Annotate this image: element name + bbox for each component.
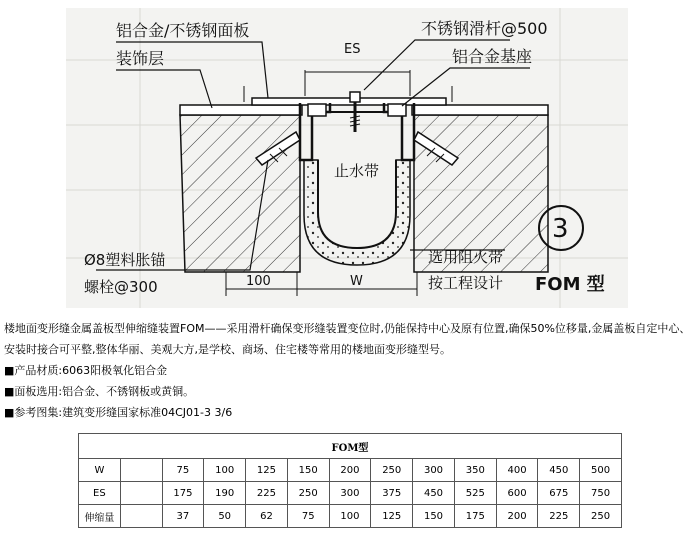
table-title: FOM型: [79, 434, 622, 459]
es-dimension-label: ES: [344, 42, 361, 57]
fire-belt-label: 选用阻火带: [428, 248, 504, 266]
fom-spec-table: [78, 433, 622, 528]
table-row-w: W 75 100 125 150 200 250 300 350 400 450 500: [79, 459, 622, 482]
left-concrete-slab: [180, 115, 300, 272]
bolt-label: 螺栓@300: [84, 278, 158, 296]
water-stop-label: 止水带: [334, 162, 380, 180]
panel-label: 铝合金/不锈钢面板: [116, 21, 250, 40]
row-header: 伸缩量: [79, 505, 121, 528]
slide-bar-label: 不锈钢滑杆@500: [421, 19, 548, 38]
reference-item: ■参考图集:建筑变形缝国家标准04CJ01-3 3/6: [4, 406, 233, 419]
dimension-w: W: [350, 274, 363, 289]
model-label: FOM 型: [535, 274, 605, 295]
cover-panel: [252, 98, 446, 105]
product-description: [4, 318, 698, 423]
dimension-100: 100: [246, 274, 271, 289]
table-row-es: ES 175 190 225 250 300 375 450 525 600 675 750: [79, 482, 622, 505]
base-label: 铝合金基座: [452, 47, 533, 66]
row-header: ES: [79, 482, 121, 505]
row-header: W: [79, 459, 121, 482]
finish-layer-label: 装饰层: [116, 49, 165, 68]
detail-number: 3: [552, 214, 569, 244]
intro-text: 楼地面变形缝金属盖板型伸缩缝装置FOM——采用滑杆确保变形缝装置变位时,仍能保持中心及原有位置,确保50%位移量,金属盖板自定中心、安装时接合可平整,整体华丽、美观大方,是学校、商场、住宅楼等常用的楼地面变形缝型号。: [4, 322, 691, 356]
anchor-label: Ø8塑料胀锚: [84, 251, 166, 269]
design-note-label: 按工程设计: [428, 274, 504, 292]
material-item: ■产品材质:6063阳极氧化铝合金: [4, 364, 168, 377]
table-row-expansion: 伸缩量 37 50 62 75 100 125 150 175 200 225 250: [79, 505, 622, 528]
panel-option-item: ■面板选用:铝合金、不锈钢板或黄铜。: [4, 385, 195, 398]
